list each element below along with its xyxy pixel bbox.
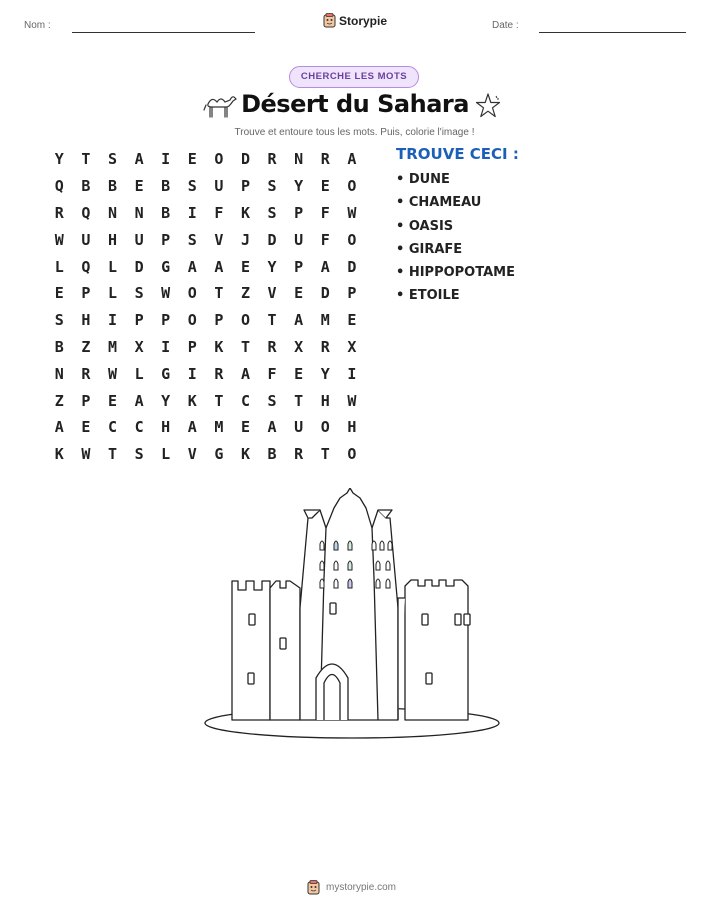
grid-letter[interactable]: K (187, 391, 197, 410)
castle-illustration (200, 488, 510, 746)
grid-letter[interactable]: V (267, 284, 277, 303)
grid-row (46, 334, 365, 361)
grid-letter[interactable]: B (161, 177, 171, 196)
grid-letter[interactable]: P (134, 311, 144, 330)
grid-letter[interactable]: R (294, 445, 304, 464)
grid-letter[interactable]: N (107, 203, 117, 222)
grid-letter[interactable]: W (347, 203, 357, 222)
grid-letter[interactable]: T (267, 311, 277, 330)
grid-row (46, 146, 365, 173)
storypie-logo-icon (323, 13, 336, 28)
grid-letter[interactable]: Y (54, 150, 64, 169)
grid-letter[interactable]: Y (320, 364, 330, 383)
grid-row (46, 226, 365, 253)
grid-letter[interactable]: X (134, 337, 144, 356)
grid-letter[interactable]: A (347, 150, 357, 169)
grid-letter[interactable]: O (187, 311, 197, 330)
grid-letter[interactable]: D (134, 257, 144, 276)
grid-letter[interactable]: N (54, 364, 64, 383)
grid-letter[interactable]: U (294, 230, 304, 249)
grid-letter[interactable]: F (267, 364, 277, 383)
date-label: Date : (492, 20, 519, 31)
grid-letter[interactable]: H (107, 230, 117, 249)
grid-letter[interactable]: A (134, 150, 144, 169)
grid-letter[interactable]: C (107, 418, 117, 437)
grid-letter[interactable]: T (107, 445, 117, 464)
grid-letter[interactable]: H (161, 418, 171, 437)
grid-letter[interactable]: W (107, 364, 117, 383)
grid-letter[interactable]: L (134, 364, 144, 383)
grid-letter[interactable]: E (134, 177, 144, 196)
grid-letter[interactable]: L (161, 445, 171, 464)
word-list-item: • DUNE (396, 172, 450, 187)
grid-letter[interactable]: T (214, 391, 224, 410)
grid-letter[interactable]: G (214, 445, 224, 464)
grid-row (46, 360, 365, 387)
grid-letter[interactable]: H (347, 418, 357, 437)
grid-letter[interactable]: K (54, 445, 64, 464)
date-field[interactable] (539, 32, 686, 33)
grid-letter[interactable]: F (214, 203, 224, 222)
word-list (396, 172, 515, 312)
grid-letter[interactable]: W (161, 284, 171, 303)
grid-letter[interactable]: E (187, 150, 197, 169)
grid-letter[interactable]: S (134, 284, 144, 303)
grid-letter[interactable]: L (54, 257, 64, 276)
brand-logo (323, 13, 387, 28)
grid-letter[interactable]: A (134, 391, 144, 410)
grid-letter[interactable]: L (107, 257, 117, 276)
grid-letter[interactable]: S (107, 150, 117, 169)
grid-letter[interactable]: A (214, 257, 224, 276)
grid-row (46, 307, 365, 334)
grid-letter[interactable]: U (134, 230, 144, 249)
grid-letter[interactable]: S (134, 445, 144, 464)
grid-letter[interactable]: A (187, 257, 197, 276)
grid-letter[interactable]: M (214, 418, 224, 437)
grid-letter[interactable]: K (240, 203, 250, 222)
grid-letter[interactable]: O (347, 230, 357, 249)
grid-letter[interactable]: Z (240, 284, 250, 303)
grid-letter[interactable]: O (347, 445, 357, 464)
word-search-grid (46, 146, 365, 468)
grid-letter[interactable]: R (267, 337, 277, 356)
grid-letter[interactable]: R (267, 150, 277, 169)
grid-letter[interactable]: W (81, 445, 91, 464)
grid-letter[interactable]: U (81, 230, 91, 249)
grid-letter[interactable]: B (161, 203, 171, 222)
grid-letter[interactable]: R (320, 150, 330, 169)
word-list-item: • ETOILE (396, 288, 460, 304)
grid-letter[interactable]: P (187, 337, 197, 356)
grid-letter[interactable]: P (294, 203, 304, 222)
grid-letter[interactable]: C (240, 391, 250, 410)
word-list-item: • HIPPOPOTAME (396, 265, 515, 281)
grid-letter[interactable]: E (240, 418, 250, 437)
grid-letter[interactable]: T (214, 284, 224, 303)
grid-letter[interactable]: R (214, 364, 224, 383)
grid-letter[interactable]: B (54, 337, 64, 356)
grid-letter[interactable]: B (81, 177, 91, 196)
grid-letter[interactable]: V (187, 445, 197, 464)
footer (307, 880, 396, 895)
grid-letter[interactable]: L (107, 284, 117, 303)
grid-letter[interactable]: R (320, 337, 330, 356)
grid-row (46, 280, 365, 307)
grid-letter[interactable]: H (320, 391, 330, 410)
grid-letter[interactable]: T (294, 391, 304, 410)
instructions-text: Trouve et entoure tous les mots. Puis, colorie l'image ! (234, 127, 475, 138)
grid-letter[interactable]: P (161, 311, 171, 330)
grid-letter[interactable]: R (54, 203, 64, 222)
storypie-logo-icon (307, 880, 320, 895)
name-field[interactable] (72, 32, 255, 33)
grid-letter[interactable]: E (81, 418, 91, 437)
grid-letter[interactable]: C (134, 418, 144, 437)
grid-row (46, 173, 365, 200)
grid-letter[interactable]: D (347, 257, 357, 276)
grid-letter[interactable]: Y (161, 391, 171, 410)
grid-letter[interactable]: Z (54, 391, 64, 410)
grid-letter[interactable]: P (240, 177, 250, 196)
grid-letter[interactable]: K (240, 445, 250, 464)
grid-letter[interactable]: Z (81, 337, 91, 356)
grid-letter[interactable]: N (294, 150, 304, 169)
grid-letter[interactable]: E (54, 284, 64, 303)
grid-letter[interactable]: V (214, 230, 224, 249)
word-list-item: • GIRAFE (396, 241, 463, 257)
grid-row (46, 441, 365, 468)
grid-letter[interactable]: E (320, 177, 330, 196)
grid-letter[interactable]: I (187, 364, 197, 383)
word-list-item: • OASIS (396, 218, 454, 234)
category-badge: CHERCHE LES MOTS (289, 66, 419, 88)
grid-letter[interactable]: I (107, 311, 117, 330)
grid-letter[interactable]: H (81, 311, 91, 330)
grid-letter[interactable]: K (214, 337, 224, 356)
grid-letter[interactable]: S (267, 177, 277, 196)
grid-letter[interactable]: A (187, 418, 197, 437)
grid-letter[interactable]: O (240, 311, 250, 330)
grid-letter[interactable]: W (347, 391, 357, 410)
grid-letter[interactable]: Y (267, 257, 277, 276)
grid-letter[interactable]: J (240, 230, 250, 249)
page-title: Désert du Sahara (241, 90, 469, 118)
grid-letter[interactable]: Q (54, 177, 64, 196)
grid-letter[interactable]: X (294, 337, 304, 356)
grid-letter[interactable]: U (294, 418, 304, 437)
grid-letter[interactable]: R (81, 364, 91, 383)
grid-letter[interactable]: N (134, 203, 144, 222)
grid-letter[interactable]: B (267, 445, 277, 464)
grid-letter[interactable]: T (81, 150, 91, 169)
grid-letter[interactable]: Q (81, 257, 91, 276)
name-label: Nom : (24, 20, 51, 31)
grid-row (46, 200, 365, 227)
grid-letter[interactable]: A (320, 257, 330, 276)
grid-row (46, 387, 365, 414)
word-list-item: • CHAMEAU (396, 195, 482, 211)
grid-letter[interactable]: S (187, 177, 197, 196)
star-icon (474, 92, 502, 120)
grid-letter[interactable]: I (347, 364, 357, 383)
grid-letter[interactable]: I (187, 203, 197, 222)
grid-letter[interactable]: E (294, 284, 304, 303)
grid-letter[interactable]: S (267, 391, 277, 410)
grid-letter[interactable]: E (294, 364, 304, 383)
grid-letter[interactable]: O (320, 418, 330, 437)
grid-row (46, 414, 365, 441)
grid-letter[interactable]: I (161, 150, 171, 169)
grid-letter[interactable]: B (107, 177, 117, 196)
brand-name: Storypie (339, 13, 388, 28)
grid-letter[interactable]: P (81, 284, 91, 303)
grid-letter[interactable]: P (161, 230, 171, 249)
grid-letter[interactable]: M (320, 311, 330, 330)
grid-letter[interactable]: W (54, 230, 64, 249)
grid-letter[interactable]: T (320, 445, 330, 464)
word-list-title: TROUVE CECI : (396, 145, 519, 163)
grid-letter[interactable]: O (214, 150, 224, 169)
grid-letter[interactable]: Q (81, 203, 91, 222)
grid-letter[interactable]: O (187, 284, 197, 303)
grid-letter[interactable]: F (320, 203, 330, 222)
grid-letter[interactable]: G (161, 257, 171, 276)
grid-letter[interactable]: I (161, 337, 171, 356)
grid-letter[interactable]: A (54, 418, 64, 437)
grid-letter[interactable]: G (161, 364, 171, 383)
grid-letter[interactable]: U (214, 177, 224, 196)
grid-letter[interactable]: P (81, 391, 91, 410)
grid-letter[interactable]: A (267, 418, 277, 437)
grid-letter[interactable]: P (214, 311, 224, 330)
grid-letter[interactable]: E (240, 257, 250, 276)
grid-letter[interactable]: A (240, 364, 250, 383)
grid-row (46, 253, 365, 280)
grid-letter[interactable]: P (294, 257, 304, 276)
grid-letter[interactable]: S (267, 203, 277, 222)
grid-letter[interactable]: E (347, 311, 357, 330)
grid-letter[interactable]: M (107, 337, 117, 356)
grid-letter[interactable]: Y (294, 177, 304, 196)
grid-letter[interactable]: F (320, 230, 330, 249)
footer-url[interactable]: mystorypie.com (326, 882, 397, 893)
grid-letter[interactable]: D (240, 150, 250, 169)
grid-letter[interactable]: T (240, 337, 250, 356)
grid-letter[interactable]: S (187, 230, 197, 249)
grid-letter[interactable]: O (347, 177, 357, 196)
grid-letter[interactable]: S (54, 311, 64, 330)
grid-letter[interactable]: X (347, 337, 357, 356)
grid-letter[interactable]: D (267, 230, 277, 249)
grid-letter[interactable]: P (347, 284, 357, 303)
grid-letter[interactable]: D (320, 284, 330, 303)
grid-letter[interactable]: A (294, 311, 304, 330)
grid-letter[interactable]: E (107, 391, 117, 410)
